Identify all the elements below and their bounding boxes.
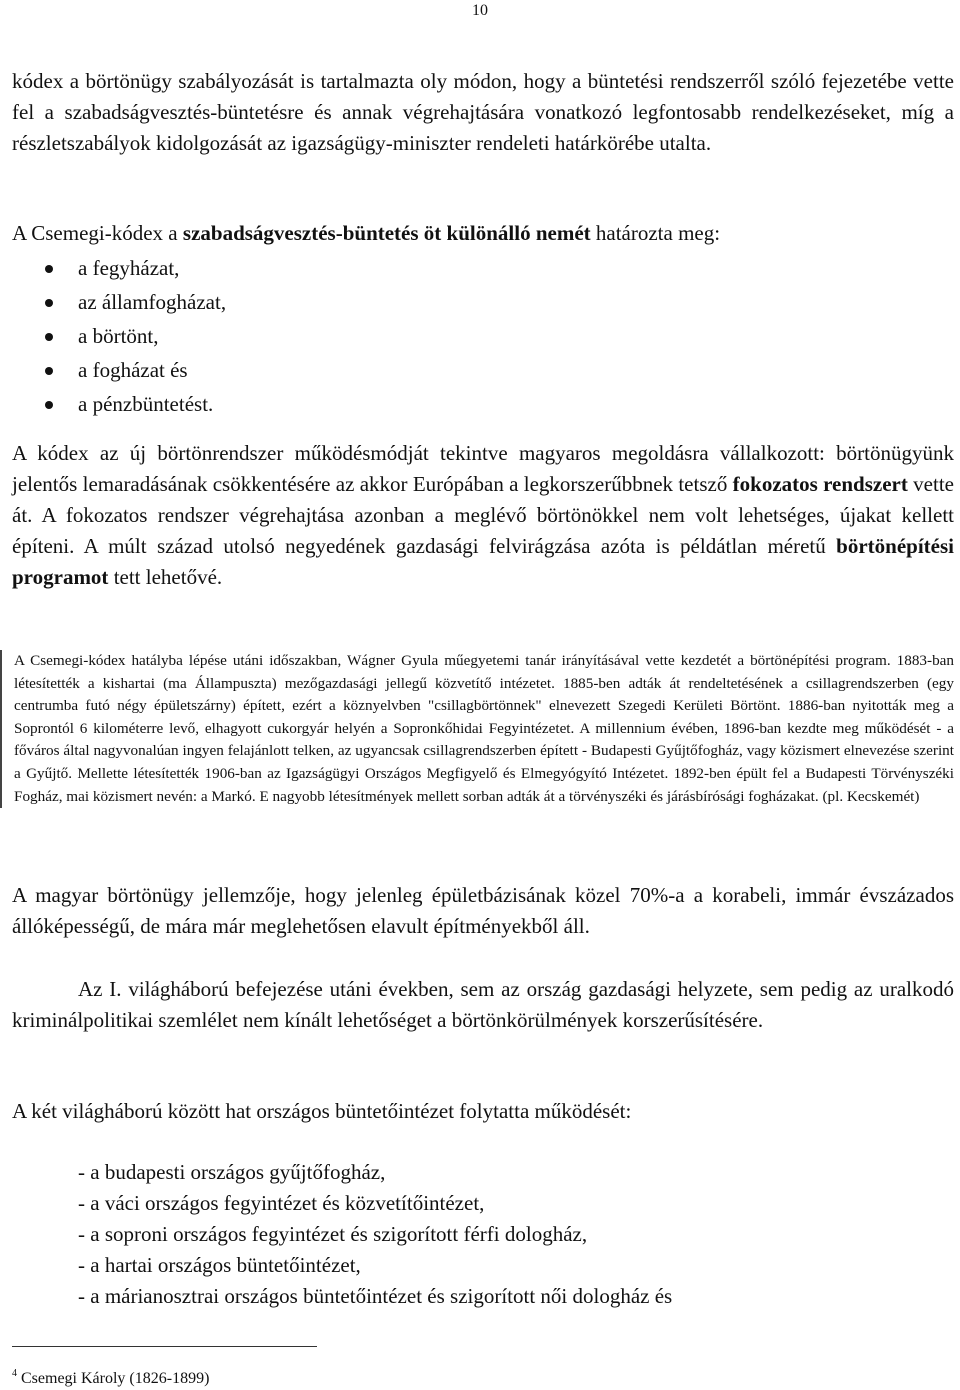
bullet-intro-before: A Csemegi-kódex a — [12, 221, 183, 245]
list-item: a fogházat és — [0, 353, 226, 387]
paragraph-csemegi-codex: kódex a börtönügy szabályozását is tartalmazta oly módon, hogy a büntetési rendszerről szóló fejezetébe vette fel a szabadságvesztés-büntetésre és annak végrehajtására vonatkozó legfontosabb rendelkezéseket, míg a részletszabályok kidolgozását az igazságügy-miniszter rendeleti határkörébe utalta. — [12, 69, 954, 155]
list-item: a pénzbüntetést. — [0, 387, 226, 421]
list-item: - a soproni országos fegyintézet és szigorított férfi dologház, — [78, 1222, 588, 1246]
bullet-intro-bold: szabadságvesztés-büntetés öt különálló nemét — [182, 221, 591, 245]
side-note-prison-construction: A Csemegi-kódex hatályba lépése utáni időszakban, Wágner Gyula műegyetemi tanár irányításával vette kezdetét a börtönépítési program. 1883-ban létesítették a kishartai (ma Állampuszta) mezőgazdasági jellegű közvetítő intézetet. 1885-ben adták át rendeltetésének a csillagrendszerben (egy centrumba futó négy épületszárny) épített, ezért a köznyelvben "csillagbörtönnek" elnevezett Szegedi Kerületi Börtönt. 1886-ban nyitották meg a Soprontól 6 kilométerre levő, elhagyott cukorgyár helyén a Sopronkőhidai Fegyintézetet. A millennium évében, 1896-ban kezdte meg működését - a főváros által nagyvonalúan ingyen felajánlott telken, az ugyancsak csillagrendszerben épített - Budapesti Gyűjtőfogház, vagy közismert elnevezése szerint a Gyűjtő. Mellette létesítették 1906-ban az Igazságügyi Országos Megfigyelő és Elmegyógyító Intézetet. 1892-ben épült fel a Budapesti Törvényszéki Fogház, mai közismert nevén: a Markó. E nagyobb létesítmények mellett sorban adták át a törvényszéki és járásbírósági fogházakat. (pl. Kecskemét) — [0, 650, 954, 808]
list-item: - a hartai országos büntetőintézet, — [78, 1253, 361, 1277]
list-item: az államfogházat, — [0, 285, 226, 319]
list-item: - a váci országos fegyintézet és közvetítőintézet, — [78, 1191, 485, 1215]
footnote — [12, 1363, 209, 1390]
footnote-mark: 4 — [12, 1368, 17, 1379]
paragraph-building-stock: A magyar börtönügy jellemzője, hogy jelenleg épületbázisának közel 70%-a a korabeli, immár évszázados állóképességű, de mára már meglehetősen elavult építményekből áll. — [12, 883, 954, 938]
bullet-icon — [45, 401, 53, 409]
footnote-text: Csemegi Károly (1826-1899) — [21, 1370, 210, 1387]
paragraph-prison-system: A kódex az új börtönrendszer működésmódját tekintve magyaros megoldásra vállalkozott: börtönügyünk jelentős lemaradásának csökkentésére az akkor Európában a legkorszerűbbnek tetsző fokozatos rendszert vette át. A fokozatos rendszer végrehajtása azonban a meglévő börtönökkel nem volt lehetséges, újakat kellett építeni. A múlt század utolsó negyedének gazdasági felvirágzása azóta is példátlan méretű börtönépítési programot tett lehetővé. — [12, 441, 954, 589]
punishment-types-list — [0, 251, 226, 421]
institutions-list — [78, 1157, 672, 1312]
bullet-intro-after: határozta meg: — [590, 221, 721, 245]
bullet-icon — [45, 299, 53, 307]
footnote-divider — [12, 1346, 317, 1347]
bullet-icon — [45, 265, 53, 273]
bullet-icon — [45, 367, 53, 375]
page-number: 10 — [472, 2, 488, 19]
paragraph-post-war: Az I. világháború befejezése utáni években, sem az ország gazdasági helyzete, sem pedig az uralkodó kriminálpolitikai szemlélet nem kínált lehetőséget a börtönkörülmények korszerűsítésére. — [12, 977, 954, 1032]
bullet-intro — [12, 218, 720, 249]
paragraph-interwar-institutions: A két világháború között hat országos büntetőintézet folytatta működését: — [12, 1099, 632, 1123]
list-item: - a budapesti országos gyűjtőfogház, — [78, 1160, 386, 1184]
bullet-icon — [45, 333, 53, 341]
list-item: - a márianosztrai országos büntetőintézet és szigorított női dologház és — [78, 1284, 673, 1308]
list-item: a börtönt, — [0, 319, 226, 353]
list-item: a fegyházat, — [0, 251, 226, 285]
